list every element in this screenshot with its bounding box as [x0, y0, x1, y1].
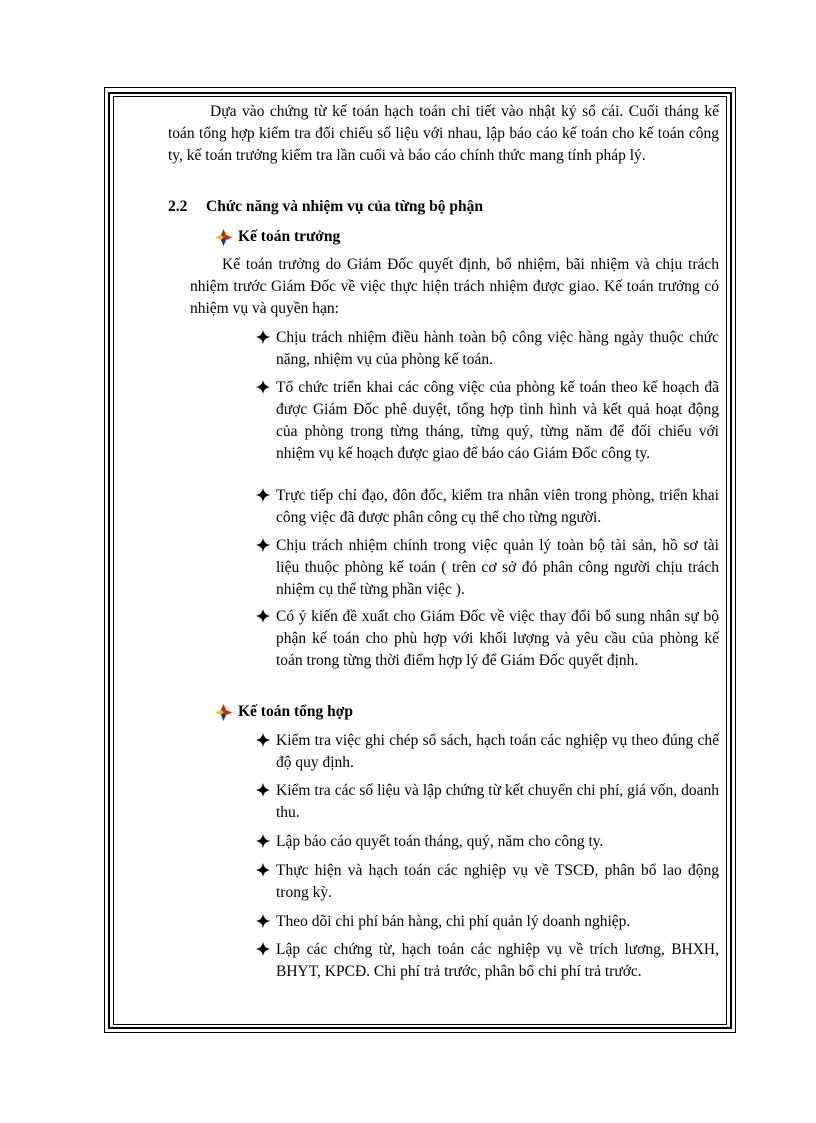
list-item: [256, 831, 719, 853]
list-item-text: Kiểm tra các số liệu và lập chứng từ kết chuyển chi phí, giá vốn, doanh thu.: [276, 782, 719, 821]
section-heading: [168, 196, 483, 218]
diamond-bullet-icon: [256, 380, 270, 399]
diamond-bullet-icon: [256, 609, 270, 628]
list-item-text: Lập báo cáo quyết toán tháng, quý, năm cho công ty.: [276, 833, 604, 850]
list-item-text: Chịu trách nhiệm chính trong việc quản lý toàn bộ tài sản, hồ sơ tài liệu thuộc phòng kế toán ( trên cơ sở đó phân công người chịu trách nhiệm cụ thể từng phần việc ).: [276, 537, 719, 598]
diamond-bullet-icon: [256, 330, 270, 349]
four-arrow-icon: [215, 704, 232, 721]
diamond-bullet-icon: [256, 538, 270, 557]
list-item-text: Chịu trách nhiệm điều hành toàn bộ công việc hàng ngày thuộc chức năng, nhiệm vụ của phòng kế toán.: [276, 329, 719, 368]
diamond-bullet-icon: [256, 914, 270, 933]
list-item: [256, 780, 719, 824]
diamond-bullet-icon: [256, 733, 270, 752]
list-item: [256, 485, 719, 529]
subheading-chief-accountant: [215, 226, 340, 248]
diamond-bullet-icon: [256, 834, 270, 853]
list-item-text: Trực tiếp chỉ đạo, đôn đốc, kiểm tra nhân viên trong phòng, triển khai công việc đã được phân công cụ thể cho từng người.: [276, 487, 719, 526]
section-title: Chức năng và nhiệm vụ của từng bộ phận: [206, 198, 484, 215]
list-item: [256, 939, 719, 983]
list-item-text: Kiểm tra việc ghi chép sổ sách, hạch toán các nghiệp vụ theo đúng chế độ quy định.: [276, 732, 719, 771]
diamond-bullet-icon: [256, 942, 270, 961]
chief-accountant-intro: Kế toán trưởng do Giám Đốc quyết định, bổ nhiệm, bãi nhiệm và chịu trách nhiệm trước Giám Đốc về việc thực hiện trách nhiệm được giao. Kế toán trưởng có nhiệm vụ và quyền hạn:: [190, 256, 719, 317]
list-item: [256, 327, 719, 371]
diamond-bullet-icon: [256, 488, 270, 507]
four-arrow-icon: [215, 229, 232, 246]
list-item-text: Tổ chức triển khai các công việc của phòng kế toán theo kế hoạch đã được Giám Đốc phê duyệt, tổng hợp tình hình và kết quả hoạt động của phòng trong từng tháng, từng quý, từng năm để đối chiếu với nhiệm vụ kế hoạch được giao để báo cáo Giám Đốc công ty.: [276, 379, 719, 462]
list-item: [256, 911, 719, 933]
section-number: 2.2: [168, 198, 188, 215]
diamond-bullet-icon: [256, 783, 270, 802]
list-item: [256, 606, 719, 672]
list-item-text: Lập các chứng từ, hạch toán các nghiệp vụ về trích lương, BHXH, BHYT, KPCĐ. Chi phí trả trước, phân bổ chi phí trả trước.: [276, 941, 719, 980]
list-item-text: Thực hiện và hạch toán các nghiệp vụ về TSCĐ, phân bổ lao động trong kỳ.: [276, 862, 719, 901]
diamond-bullet-icon: [256, 863, 270, 882]
list-item: [256, 860, 719, 904]
list-item: [256, 730, 719, 774]
list-item-text: Có ý kiến đề xuất cho Giám Đốc về việc thay đổi bổ sung nhân sự bộ phận kế toán cho phù hợp với khối lượng và yêu cầu của phòng kế toán trong từng thời điểm hợp lý để Giám Đốc quyết định.: [276, 608, 719, 669]
list-item: [256, 377, 719, 465]
subheading-label: Kế toán trưởng: [238, 228, 341, 245]
subheading-label: Kế toán tổng hợp: [238, 703, 353, 720]
subheading-general-accountant: [215, 701, 353, 723]
list-item: [256, 535, 719, 601]
intro-paragraph: Dựa vào chứng từ kế toán hạch toán chi tiết vào nhật ký sổ cái. Cuối tháng kế toán tổng hợp kiểm tra đối chiếu số liệu với nhau, lập báo cáo kế toán cho kế toán công ty, kế toán trưởng kiểm tra lần cuối và báo cáo chính thức mang tính pháp lý.: [168, 103, 719, 164]
list-item-text: Theo dõi chi phí bán hàng, chi phí quản lý doanh nghiệp.: [276, 913, 631, 930]
